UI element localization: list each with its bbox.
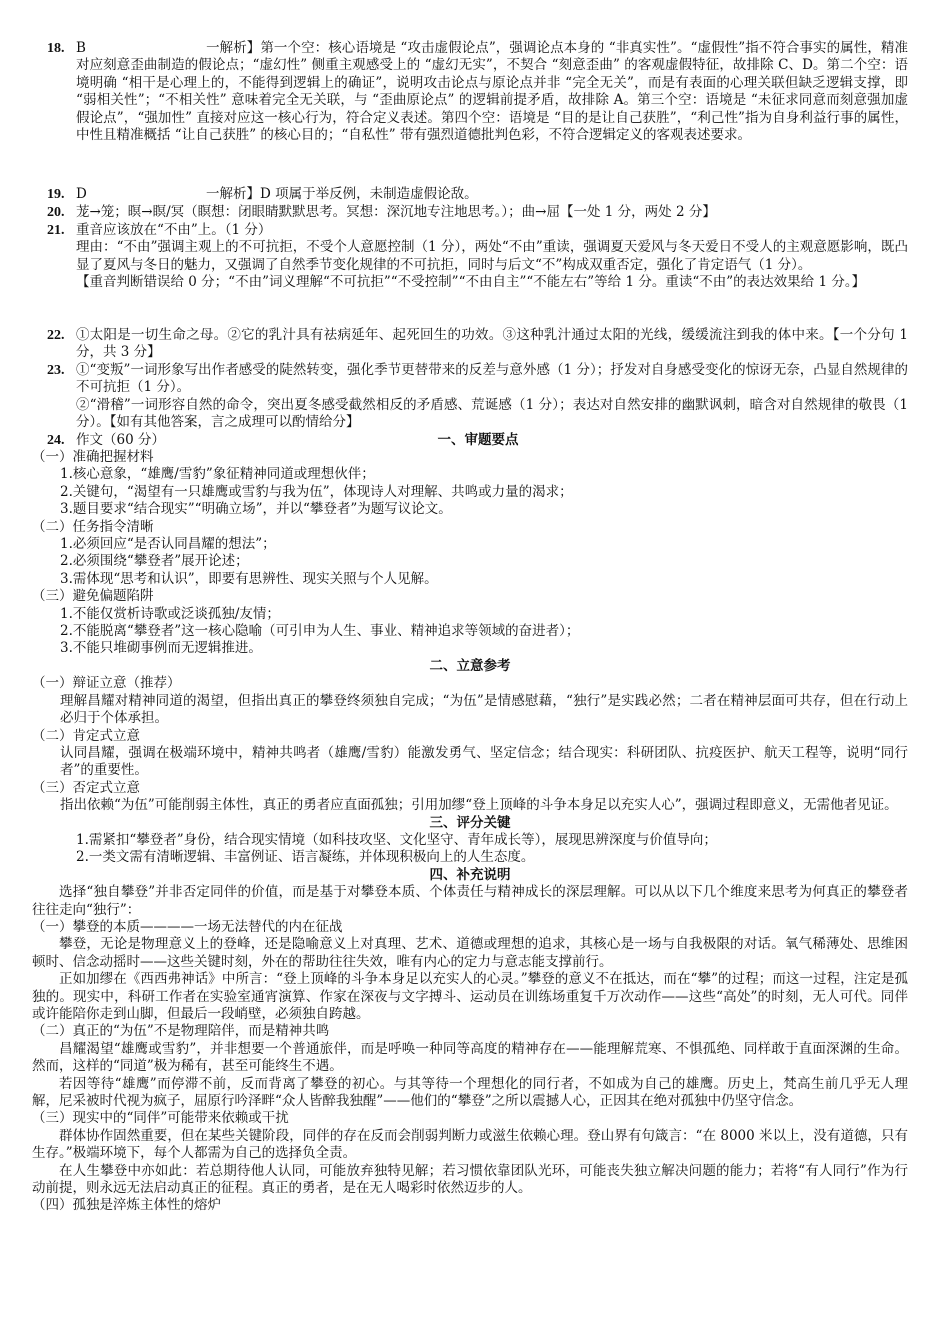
question-22	[48, 327, 908, 362]
answer-text: 茏→笼；暝→瞑/冥（瞑想：闭眼睛默默思考。冥想：深沉地专注地思考。）；曲→屈【一处 1 分，两处 2 分】	[76, 204, 716, 220]
question-18	[48, 40, 908, 144]
group-body: 认同昌耀，强调在极端环境中，精神共鸣者（雄鹰/雪豹）能激发勇气、坚定信念；结合现实：科研团队、抗疫医护、航天工程等，说明“同行者”的重要性。	[60, 744, 908, 779]
answer-line: 重音应该放在“不由”上。（1 分）	[76, 222, 272, 238]
group-heading: （三）否定式立意	[32, 779, 140, 796]
list-item: 1.需紧扣“攀登者”身份，结合现实情境（如科技攻坚、文化坚守、青年成长等），展现思辨深度与价值导向；	[76, 831, 717, 848]
paragraph: 在人生攀登中亦如此：若总期待他人认同，可能放弃独特见解；若习惯依靠团队光环，可能丧失独立解决问题的能力；若将“有人同行”作为行动前提，则永远无法启动真正的征程。真正的勇者，是在无人喝彩时依然迈步的人。	[32, 1162, 908, 1197]
section-title: 四、补充说明	[429, 866, 511, 883]
list-item: 2.关键句，“渴望有一只雄鹰或雪豹与我为伍”，体现诗人对理解、共鸣或力量的渴求；	[60, 483, 573, 500]
list-item: 2.不能脱离“攀登者”这一核心隐喻（可引申为人生、事业、精神追求等领域的奋进者）；	[60, 623, 580, 640]
question-24	[48, 432, 908, 449]
question-number: 23.	[47, 363, 65, 378]
group-heading: （三）现实中的“同伴”可能带来依赖或干扰	[32, 1110, 289, 1127]
section-title: 二、立意参考	[429, 657, 511, 674]
answer-point-1: ①“变叛”一词形象写出作者感受的陡然转变，强化季节更替带来的反差与意外感（1 分）；抒发对自身感受变化的惊讶无奈，凸显自然规律的不可抗拒（1 分）。	[76, 362, 908, 396]
group-heading: （二）肯定式立意	[32, 727, 140, 744]
paragraph: 昌耀渴望“雄鹰或雪豹”，并非想要一个普通旅伴，而是呼唤一种同等高度的精神存在——能理解荒寒、不惧孤绝、同样敢于直面深渊的生命。然而，这样的“同道”极为稀有，甚至可能终生不遇。	[32, 1040, 908, 1075]
question-20	[48, 204, 908, 221]
question-number: 20.	[47, 205, 65, 220]
question-number: 22.	[47, 328, 65, 343]
list-item: 2.一类文需有清晰逻辑、丰富例证、语言凝练，并体现积极向上的人生态度。	[76, 849, 535, 866]
paragraph: 群体协作固然重要，但在某些关键阶段，同伴的存在反而会削弱判断力或滋生依赖心理。登山界有句箴言：“在 8000 米以上，没有道德，只有生存。”极端环境下，每个人都需为自己的选择负全责。	[32, 1127, 908, 1162]
scoring-note: 【重音判断错误给 0 分；“不由”词义理解“不可抗拒”“不受控制”“不由自主”“不能左右”等给 1 分。重读“不由”的表达效果给 1 分。】	[76, 274, 866, 291]
question-number: 24.	[47, 433, 65, 448]
group-heading: （三）避免偏题陷阱	[32, 588, 154, 605]
group-heading: （一）攀登的本质————一场无法替代的内在征战	[32, 918, 343, 935]
question-number: 18.	[47, 41, 65, 56]
question-number: 19.	[47, 187, 65, 202]
explanation: 一解析】第一个空：核心语境是 “攻击虚假论点”，强调论点本身的 “非真实性”。“虚假性”指不符合事实的属性，精准对应刻意歪曲制造的假论点；“虚幻性” 侧重主观感受上的 “虚幻无实”，不契合 “刻意歪曲” 的客观虚假特征，故排除 C、D。第二个空：语境明确 “相干是心理上的，不能得到逻辑上的确证”，说明攻击论点与原论点并非 “完全无关”，而是有表面的心理关联但缺乏逻辑支撑，即 “弱相关性”；“不相关性” 意味着完全无关联，与 “歪曲原论点” 的逻辑前提矛盾，故排除 A。第三个空：语境是 “未征求同意而刻意强加虚假论点”，“强加性” 直接对应这一核心行为，符合定义表述。第四个空：语境是 “目的是让自己获胜”，“利己性”指为自身利益行事的属性，中性且精准概括 “让自己获胜” 的核心目的；“自私性” 带有强烈道德批判色彩，不符合逻辑定义的客观表述要求。	[76, 40, 908, 144]
essay-label: 作文（60 分）	[76, 432, 165, 448]
explanation: 一解析】D 项属于举反例，未制造虚假论敌。	[206, 186, 478, 202]
section-title: 一、审题要点	[437, 432, 519, 448]
paragraph: 若因等待“雄鹰”而停滞不前，反而背离了攀登的初心。与其等待一个理想化的同行者，不如成为自己的雄鹰。历史上，梵高生前几乎无人理解，尼采被时代视为疯子，屈原行吟泽畔“众人皆醉我独醒”——他们的“攀登”之所以震撼人心，正因其在绝对孤独中仍坚守信念。	[32, 1075, 908, 1110]
group-heading: （二）任务指令清晰	[32, 518, 154, 535]
answer-letter: B	[76, 40, 86, 56]
answer-letter: D	[76, 186, 87, 202]
paragraph: 正如加缪在《西西弗神话》中所言：“登上顶峰的斗争本身足以充实人的心灵。”攀登的意义不在抵达，而在“攀”的过程；而这一过程，注定是孤独的。现实中，科研工作者在实验室通宵演算、作家在深夜与文字搏斗、运动员在训练场重复千万次动作——这些“高处”的时刻，无人可代。同伴或许能陪你走到山脚，但最后一段峭壁，必须独自跨越。	[32, 971, 908, 1022]
intro-paragraph: 选择“独自攀登”并非否定同伴的价值，而是基于对攀登本质、个体责任与精神成长的深层理解。可以从以下几个维度来思考为何真正的攀登者往往走向“独行”：	[32, 884, 908, 918]
group-heading: （四）孤独是淬炼主体性的熔炉	[32, 1197, 221, 1214]
group-body: 指出依赖“为伍”可能削弱主体性，真正的勇者应直面孤独；引用加缪“登上顶峰的斗争本身足以充实人心”，强调过程即意义，无需他者见证。	[60, 797, 898, 814]
group-heading: （一）准确把握材料	[32, 449, 154, 465]
reason: 理由：“不由”强调主观上的不可抗拒，不受个人意愿控制（1 分），两处“不由”重读，强调夏天爱风与冬天爱日不受人的主观意愿影响，既凸显了夏风与冬日的魅力，又强调了自然季节变化规律的不可抗拒，同时与后文“不”构成双重否定，强化了肯定语气（1 分）。	[76, 239, 908, 273]
group-heading: （一）辩证立意（推荐）	[32, 675, 181, 692]
list-item: 3.题目要求“结合现实”“明确立场”，并以“攀登者”为题写议论文。	[60, 501, 452, 518]
list-item: 3.需体现“思考和认识”，即要有思辨性、现实关照与个人见解。	[60, 570, 438, 587]
question-21	[48, 222, 908, 292]
list-item: 3.不能只堆砌事例而无逻辑推进。	[60, 640, 262, 657]
section-title: 三、评分关键	[429, 814, 511, 831]
essay-guide	[32, 449, 908, 1215]
question-number: 21.	[47, 223, 65, 238]
list-item: 1.核心意象，“雄鹰/雪豹”象征精神同道或理想伙伴；	[60, 466, 375, 483]
answer-point-2: ②“滑稽”一词形容自然的命令，突出夏冬感受截然相反的矛盾感、荒诞感（1 分）；表达对自然安排的幽默讽刺，暗含对自然规律的敬畏（1 分）。【如有其他答案，言之成理可以酌情给分】	[76, 396, 908, 431]
question-19	[48, 186, 908, 203]
answer-text: ①太阳是一切生命之母。②它的乳汁具有祛病延年、起死回生的功效。③这种乳汁通过太阳的光线，缓缓流注到我的体中来。【一个分句 1 分，共 3 分】	[76, 327, 908, 361]
list-item: 2.必须围绕“攀登者”展开论述；	[60, 553, 249, 570]
paragraph: 攀登，无论是物理意义上的登峰，还是隐喻意义上对真理、艺术、道德或理想的追求，其核心是一场与自我极限的对话。氧气稀薄处、思维困顿时、信念动摇时——这些关键时刻，外在的帮助往往失效，唯有内心的定力与意志能支撑前行。	[32, 936, 908, 970]
question-23	[48, 362, 908, 432]
list-item: 1.必须回应“是否认同昌耀的想法”；	[60, 536, 276, 553]
group-heading: （二）真正的“为伍”不是物理陪伴，而是精神共鸣	[32, 1023, 330, 1040]
list-item: 1.不能仅赏析诗歌或泛谈孤独/友情；	[60, 605, 280, 622]
group-body: 理解昌耀对精神同道的渴望，但指出真正的攀登终须独自完成；“为伍”是情感慰藉，“独行”是实践必然；二者在精神层面可共存，但在行动上必归于个体承担。	[60, 692, 908, 727]
